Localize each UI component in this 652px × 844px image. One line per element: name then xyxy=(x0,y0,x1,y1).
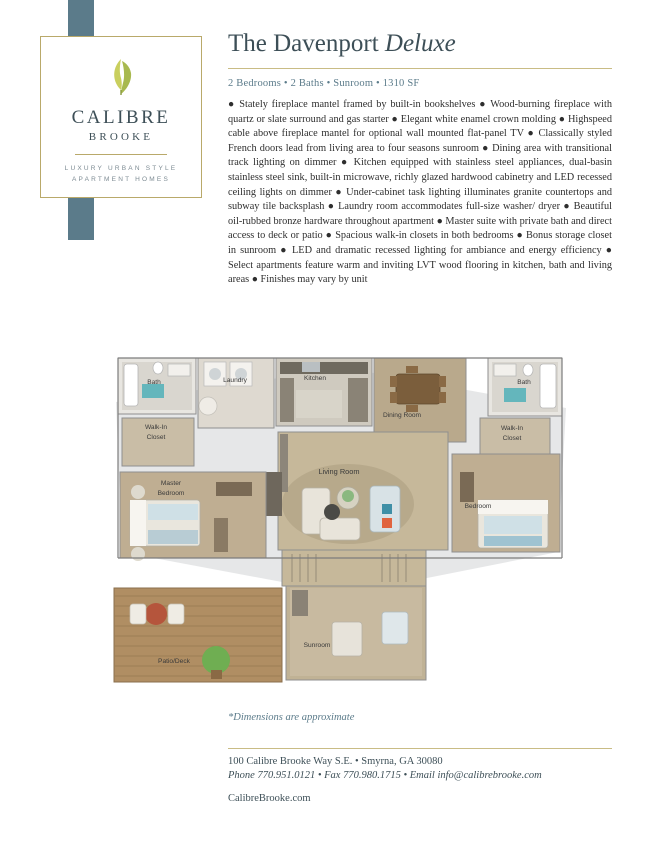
room-label: Walk-In xyxy=(144,424,168,431)
footer-divider xyxy=(228,748,612,749)
leaf-icon xyxy=(98,54,144,100)
brand-tagline-2: APARTMENT HOMES xyxy=(71,176,170,184)
room-label: Walk-In xyxy=(500,425,524,432)
footer-contact: Phone 770.951.0121 • Fax 770.980.1715 • Email info@calibrebrooke.com xyxy=(228,770,542,781)
room-label: Closet xyxy=(146,434,166,441)
room-label: Bedroom xyxy=(157,490,185,497)
footer-address: 100 Calibre Brooke Way S.E. • Smyrna, GA 30080 xyxy=(228,756,443,767)
title-divider xyxy=(228,68,612,69)
page-title-italic: Deluxe xyxy=(384,30,456,57)
brand-name: CALIBRE xyxy=(71,106,171,128)
room-label: Patio/Deck xyxy=(158,658,190,665)
footer-website[interactable]: CalibreBrooke.com xyxy=(228,793,311,804)
room-label: Laundry xyxy=(223,377,247,384)
brand-logo-box xyxy=(40,36,202,198)
feature-list: ● Stately fireplace mantel framed by built-in bookshelves ● Wood-burning fireplace with quartz or slate surround and gas starter ● Elegant white enamel crown molding ● Highspeed cable above fireplace mantel for optional wall mounted flat-panel TV ● Classically styled French doors lead from living area to four seasons sunroom ● Dining area with transitional track lighting on dimmer ● Kitchen equipped with stainless steel appliances, dual-basin stainless steel sink, built-in microwave, richly glazed hardwood cabinetry and LED recessed ceiling lights on dimmer ● Under-cabinet task lighting illuminates granite countertops and subway tile backsplash ● Laundry room accommodates full-size washer/ dryer ● Beautiful oil-rubbed bronze hardware throughout apartment ● Master suite with private bath and direct access to deck or patio ● Spacious walk-in closets in both bedrooms ● Bonus storage closet in sunroom ● LED and dramatic recessed lighting for ambiance and energy efficiency ● Select apartments feature warm and inviting LVT wood flooring in kitchen, bath and living areas ● Finishes may vary by unit xyxy=(228,99,612,286)
room-label: Living Room xyxy=(318,467,360,476)
room-label: Bedroom xyxy=(464,503,492,510)
page-title-main: The Davenport xyxy=(228,30,379,57)
page-title xyxy=(228,30,612,58)
content-column xyxy=(228,30,612,288)
brand-name-line2: BROOKE xyxy=(88,130,154,143)
brand-divider xyxy=(75,154,167,155)
footer xyxy=(228,756,618,804)
room-label: Kitchen xyxy=(304,375,326,382)
room-label: Bath xyxy=(517,379,531,386)
floorplan-image xyxy=(96,322,576,712)
floorplan-caption: *Dimensions are approximate xyxy=(228,712,355,723)
room-label: Dining Room xyxy=(382,412,422,419)
brand-tagline-1: LUXURY URBAN STYLE xyxy=(64,164,178,172)
room-label: Closet xyxy=(502,435,522,442)
room-label: Bath xyxy=(147,379,161,386)
room-label: Sunroom xyxy=(303,642,331,649)
room-label: Master xyxy=(160,480,182,487)
unit-specs: 2 Bedrooms • 2 Baths • Sunroom • 1310 SF xyxy=(228,78,420,89)
